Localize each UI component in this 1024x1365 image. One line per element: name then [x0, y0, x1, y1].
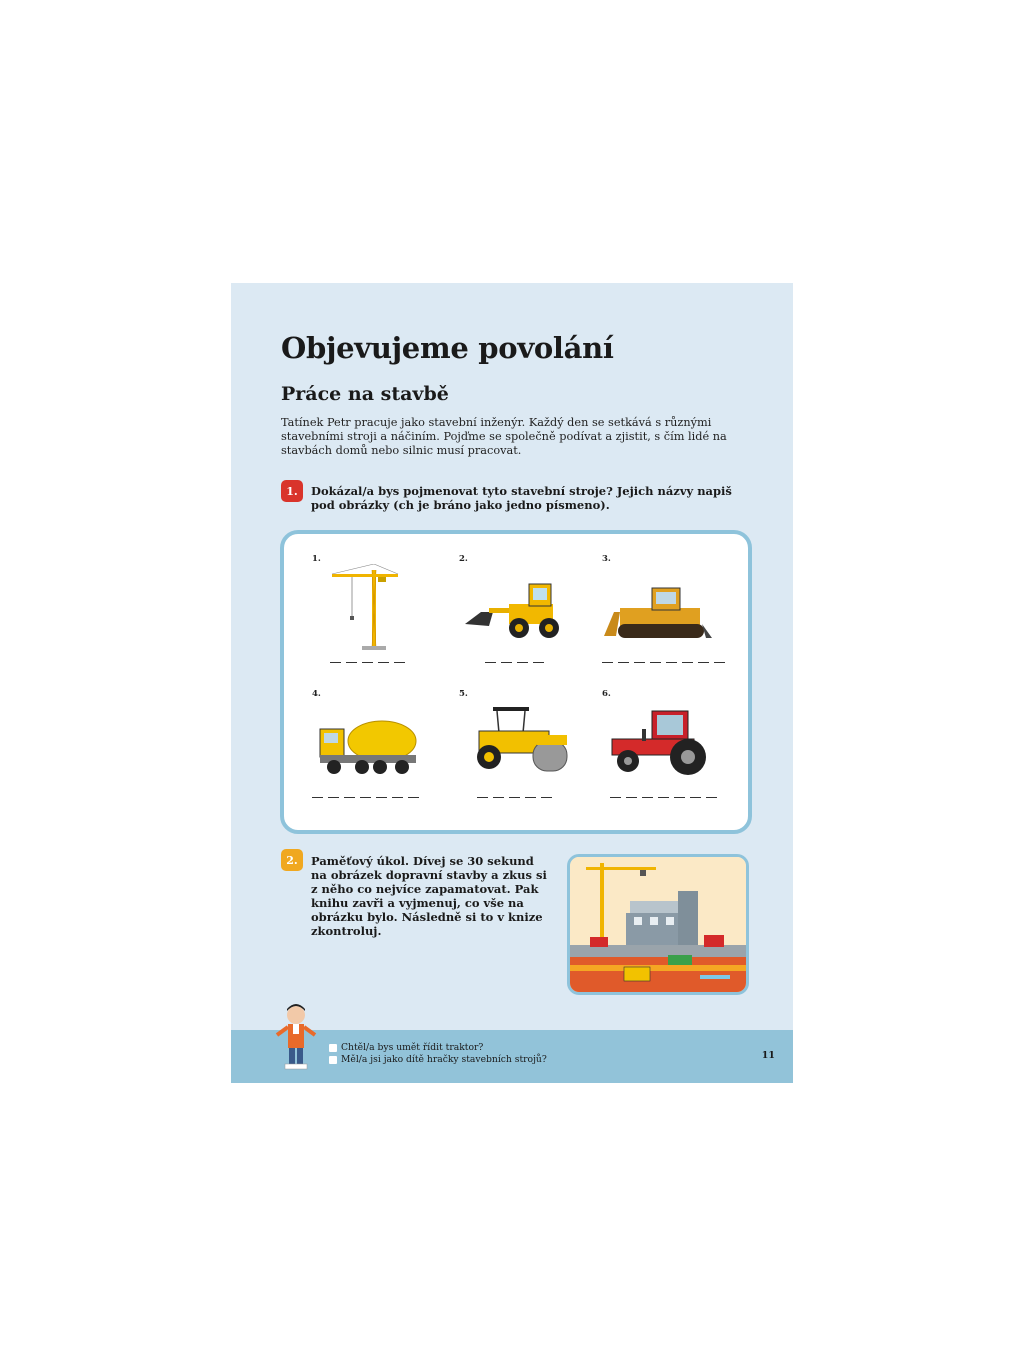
mascot-illustration — [271, 1001, 321, 1071]
checkbox[interactable] — [329, 1044, 337, 1052]
intro-paragraph: Tatínek Petr pracuje jako stavební inženýr. Každý den se setkává s různými stavebními stroji a náčiním. Pojďme se společně podívat a zjistit, s čím lidé na stavbách domů nebo silnic musí pracovat. — [281, 416, 727, 457]
machine-number: 2. — [459, 554, 468, 564]
concrete-mixer-icon — [312, 699, 452, 789]
loader-icon — [459, 564, 599, 654]
machine-number: 5. — [459, 689, 468, 699]
answer-blanks[interactable] — [477, 797, 552, 803]
machine-number: 4. — [312, 689, 321, 699]
answer-blanks[interactable] — [485, 662, 544, 668]
machine-cell — [459, 554, 599, 684]
page-number: 11 — [761, 1050, 775, 1061]
road-roller-icon — [459, 699, 599, 789]
tractor-icon — [602, 699, 742, 789]
question-row — [329, 1054, 547, 1065]
construction-scene-illustration — [567, 854, 749, 995]
question-row — [329, 1042, 483, 1053]
machine-cell — [312, 554, 452, 684]
machine-number: 3. — [602, 554, 611, 564]
task2-badge: 2. — [281, 849, 303, 871]
machine-cell — [602, 689, 742, 819]
answer-blanks[interactable] — [312, 797, 419, 803]
task2-text: Paměťový úkol. Dívej se 30 sekund na obrázek dopravní stavby a zkus si z něho co nejvíce zapamatovat. Pak knihu zavři a vyjmenuj, co vše na obrázku bylo. Následně si to v knize zkontroluj. — [311, 854, 547, 938]
task1-badge: 1. — [281, 480, 303, 502]
crane-icon — [312, 564, 452, 654]
task1-text: Dokázal/a bys pojmenovat tyto stavební stroje? Jejich názvy napiš pod obrázky (ch je bráno jako jedno písmeno). — [311, 484, 732, 512]
page-subtitle: Práce na stavbě — [281, 383, 449, 405]
checkbox[interactable] — [329, 1056, 337, 1064]
bulldozer-icon — [602, 564, 742, 654]
question-text: Měl/a jsi jako dítě hračky stavebních strojů? — [341, 1054, 547, 1065]
machine-number: 1. — [312, 554, 321, 564]
machine-cell — [312, 689, 452, 819]
machine-number: 6. — [602, 689, 611, 699]
page-title: Objevujeme povolání — [281, 331, 614, 365]
answer-blanks[interactable] — [610, 797, 717, 803]
machine-cell — [459, 689, 599, 819]
question-text: Chtěl/a bys umět řídit traktor? — [341, 1042, 484, 1053]
machine-cell — [602, 554, 742, 684]
answer-blanks[interactable] — [602, 662, 725, 668]
book-page — [231, 283, 793, 1083]
machines-box — [280, 530, 752, 834]
answer-blanks[interactable] — [330, 662, 405, 668]
